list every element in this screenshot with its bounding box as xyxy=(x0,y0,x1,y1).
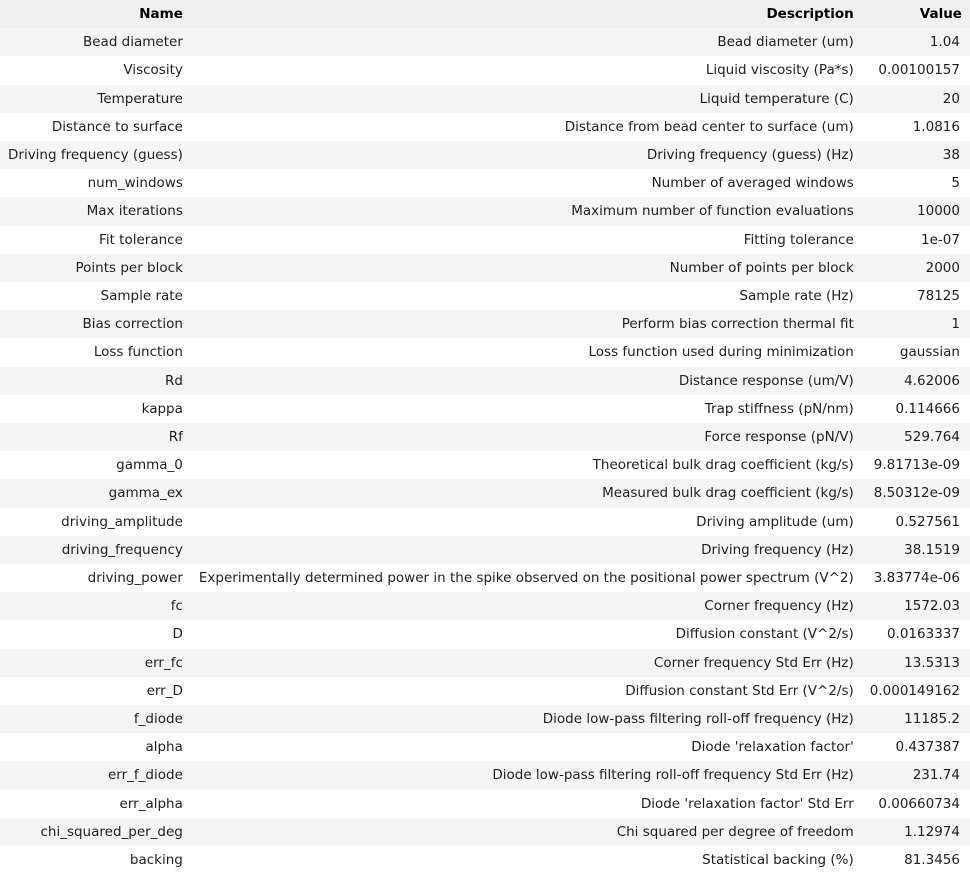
row-value-cell: 4.62006 xyxy=(904,372,960,389)
row-name-cell: Driving frequency (guess) xyxy=(8,147,183,164)
row-description-cell: Diode low-pass filtering roll-off frequency (Hz) xyxy=(542,711,854,728)
row-value-cell: 0.00100157 xyxy=(878,62,960,79)
table-row[interactable] xyxy=(0,141,970,169)
row-value-cell: 78125 xyxy=(917,288,960,305)
table-row[interactable] xyxy=(0,28,970,56)
table-row[interactable] xyxy=(0,508,970,536)
row-name-cell: backing xyxy=(129,852,183,869)
table-header xyxy=(0,0,970,28)
table-row[interactable] xyxy=(0,479,970,507)
table-row[interactable] xyxy=(0,226,970,254)
row-description-cell: Perform bias correction thermal fit xyxy=(621,316,854,333)
table-row[interactable] xyxy=(0,649,970,677)
table-row[interactable] xyxy=(0,338,970,366)
row-description-cell: Sample rate (Hz) xyxy=(739,288,854,305)
row-description-cell: Theoretical bulk drag coefficient (kg/s) xyxy=(592,457,854,474)
row-description-cell: Liquid temperature (C) xyxy=(699,90,854,107)
row-name-cell: f_diode xyxy=(133,711,183,728)
row-value-cell: gaussian xyxy=(899,344,960,361)
table-row[interactable] xyxy=(0,169,970,197)
table-row[interactable] xyxy=(0,564,970,592)
column-header-description[interactable]: Description xyxy=(191,0,862,28)
row-description-cell: Corner frequency Std Err (Hz) xyxy=(653,654,854,671)
table-row[interactable] xyxy=(0,113,970,141)
row-name-cell: Points per block xyxy=(75,259,183,276)
row-value-cell: 1.04 xyxy=(929,34,960,51)
row-name-cell: Distance to surface xyxy=(51,118,183,135)
table-row[interactable] xyxy=(0,367,970,395)
table-row[interactable] xyxy=(0,592,970,620)
row-description-cell: Driving amplitude (um) xyxy=(696,513,854,530)
row-description-cell: Chi squared per degree of freedom xyxy=(616,823,854,840)
row-value-cell: 529.764 xyxy=(904,429,960,446)
table-row[interactable] xyxy=(0,818,970,846)
table-row[interactable] xyxy=(0,677,970,705)
row-name-cell: kappa xyxy=(141,400,183,417)
row-description-cell: Driving frequency (Hz) xyxy=(701,541,854,558)
table-row[interactable] xyxy=(0,620,970,648)
table-row[interactable] xyxy=(0,790,970,818)
row-description-cell: Diffusion constant Std Err (V^2/s) xyxy=(625,682,854,699)
row-value-cell: 20 xyxy=(942,90,960,107)
row-value-cell: 0.000149162 xyxy=(869,682,960,699)
row-name-cell: gamma_0 xyxy=(116,457,183,474)
row-value-cell: 0.437387 xyxy=(895,739,960,756)
table-row[interactable] xyxy=(0,395,970,423)
row-value-cell: 9.81713e-09 xyxy=(873,457,960,474)
row-name-cell: D xyxy=(172,626,183,643)
row-name-cell: err_f_diode xyxy=(108,767,183,784)
table-row[interactable] xyxy=(0,56,970,84)
row-value-cell: 0.00660734 xyxy=(878,795,960,812)
row-description-cell: Distance response (um/V) xyxy=(678,372,854,389)
row-description-cell: Diode 'relaxation factor' Std Err xyxy=(640,795,854,812)
row-value-cell: 38 xyxy=(942,147,960,164)
row-value-cell: 1e-07 xyxy=(921,231,960,248)
table-row[interactable] xyxy=(0,451,970,479)
row-name-cell: Fit tolerance xyxy=(99,231,183,248)
row-value-cell: 2000 xyxy=(925,259,960,276)
row-name-cell: Rf xyxy=(168,429,183,446)
row-name-cell: Temperature xyxy=(97,90,183,107)
row-description-cell: Diode 'relaxation factor' xyxy=(691,739,854,756)
row-name-cell: Bias correction xyxy=(82,316,183,333)
row-name-cell: chi_squared_per_deg xyxy=(40,823,183,840)
column-header-value[interactable]: Value xyxy=(862,0,970,28)
row-name-cell: Viscosity xyxy=(123,62,183,79)
row-name-cell: alpha xyxy=(145,739,183,756)
row-description-cell: Number of averaged windows xyxy=(651,175,854,192)
row-value-cell: 8.50312e-09 xyxy=(873,485,960,502)
table-row[interactable] xyxy=(0,310,970,338)
row-name-cell: driving_frequency xyxy=(61,541,183,558)
row-value-cell: 5 xyxy=(951,175,960,192)
row-description-cell: Maximum number of function evaluations xyxy=(571,203,854,220)
row-value-cell: 3.83774e-06 xyxy=(873,570,960,587)
table-row[interactable] xyxy=(0,846,970,874)
row-description-cell: Statistical backing (%) xyxy=(702,852,854,869)
table-row[interactable] xyxy=(0,282,970,310)
row-name-cell: driving_power xyxy=(87,570,183,587)
header-row xyxy=(0,0,970,28)
table-row[interactable] xyxy=(0,733,970,761)
row-name-cell: gamma_ex xyxy=(108,485,183,502)
row-name-cell: Rd xyxy=(164,372,183,389)
row-description-cell: Fitting tolerance xyxy=(743,231,854,248)
row-description-cell: Bead diameter (um) xyxy=(717,34,854,51)
table-row[interactable] xyxy=(0,254,970,282)
row-value-cell: 1572.03 xyxy=(904,598,960,615)
row-description-cell: Corner frequency (Hz) xyxy=(704,598,854,615)
row-description-cell: Loss function used during minimization xyxy=(588,344,854,361)
row-description-cell: Force response (pN/V) xyxy=(704,429,854,446)
row-value-cell: 38.1519 xyxy=(904,541,960,558)
row-name-cell: Loss function xyxy=(93,344,183,361)
table-row[interactable] xyxy=(0,423,970,451)
row-description-cell: Distance from bead center to surface (um) xyxy=(564,118,854,135)
table-body xyxy=(0,28,970,874)
row-description-cell: Diffusion constant (V^2/s) xyxy=(675,626,854,643)
row-name-cell: err_alpha xyxy=(119,795,183,812)
row-name-cell: driving_amplitude xyxy=(61,513,183,530)
row-name-cell: Bead diameter xyxy=(82,34,183,51)
row-value-cell: 0.527561 xyxy=(895,513,960,530)
row-description-cell: Experimentally determined power in the spike observed on the positional power spectrum (V^2) xyxy=(198,570,854,587)
row-description-cell: Number of points per block xyxy=(669,259,854,276)
row-description-cell: Diode low-pass filtering roll-off frequency Std Err (Hz) xyxy=(492,767,854,784)
row-value-cell: 13.5313 xyxy=(904,654,960,671)
row-description-cell: Measured bulk drag coefficient (kg/s) xyxy=(602,485,854,502)
row-name-cell: err_fc xyxy=(144,654,183,671)
row-name-cell: Sample rate xyxy=(100,288,183,305)
row-value-cell: 0.0163337 xyxy=(886,626,960,643)
row-name-cell: num_windows xyxy=(87,175,183,192)
row-value-cell: 231.74 xyxy=(912,767,960,784)
row-name-cell: Max iterations xyxy=(86,203,183,220)
row-value-cell: 1.0816 xyxy=(912,118,960,135)
table-row[interactable] xyxy=(0,197,970,225)
column-header-name[interactable]: Name xyxy=(0,0,191,28)
row-name-cell: fc xyxy=(170,598,183,615)
table-row[interactable] xyxy=(0,85,970,113)
row-value-cell: 1 xyxy=(951,316,960,333)
row-name-cell: err_D xyxy=(146,682,183,699)
table-row[interactable] xyxy=(0,536,970,564)
row-value-cell: 81.3456 xyxy=(904,852,960,869)
row-description-cell: Liquid viscosity (Pa*s) xyxy=(705,62,854,79)
row-value-cell: 10000 xyxy=(917,203,960,220)
row-value-cell: 1.12974 xyxy=(904,823,960,840)
row-description-cell: Trap stiffness (pN/nm) xyxy=(704,400,854,417)
table-row[interactable] xyxy=(0,761,970,789)
table-row[interactable] xyxy=(0,705,970,733)
row-value-cell: 11185.2 xyxy=(904,711,960,728)
row-description-cell: Driving frequency (guess) (Hz) xyxy=(646,147,854,164)
row-value-cell: 0.114666 xyxy=(895,400,960,417)
